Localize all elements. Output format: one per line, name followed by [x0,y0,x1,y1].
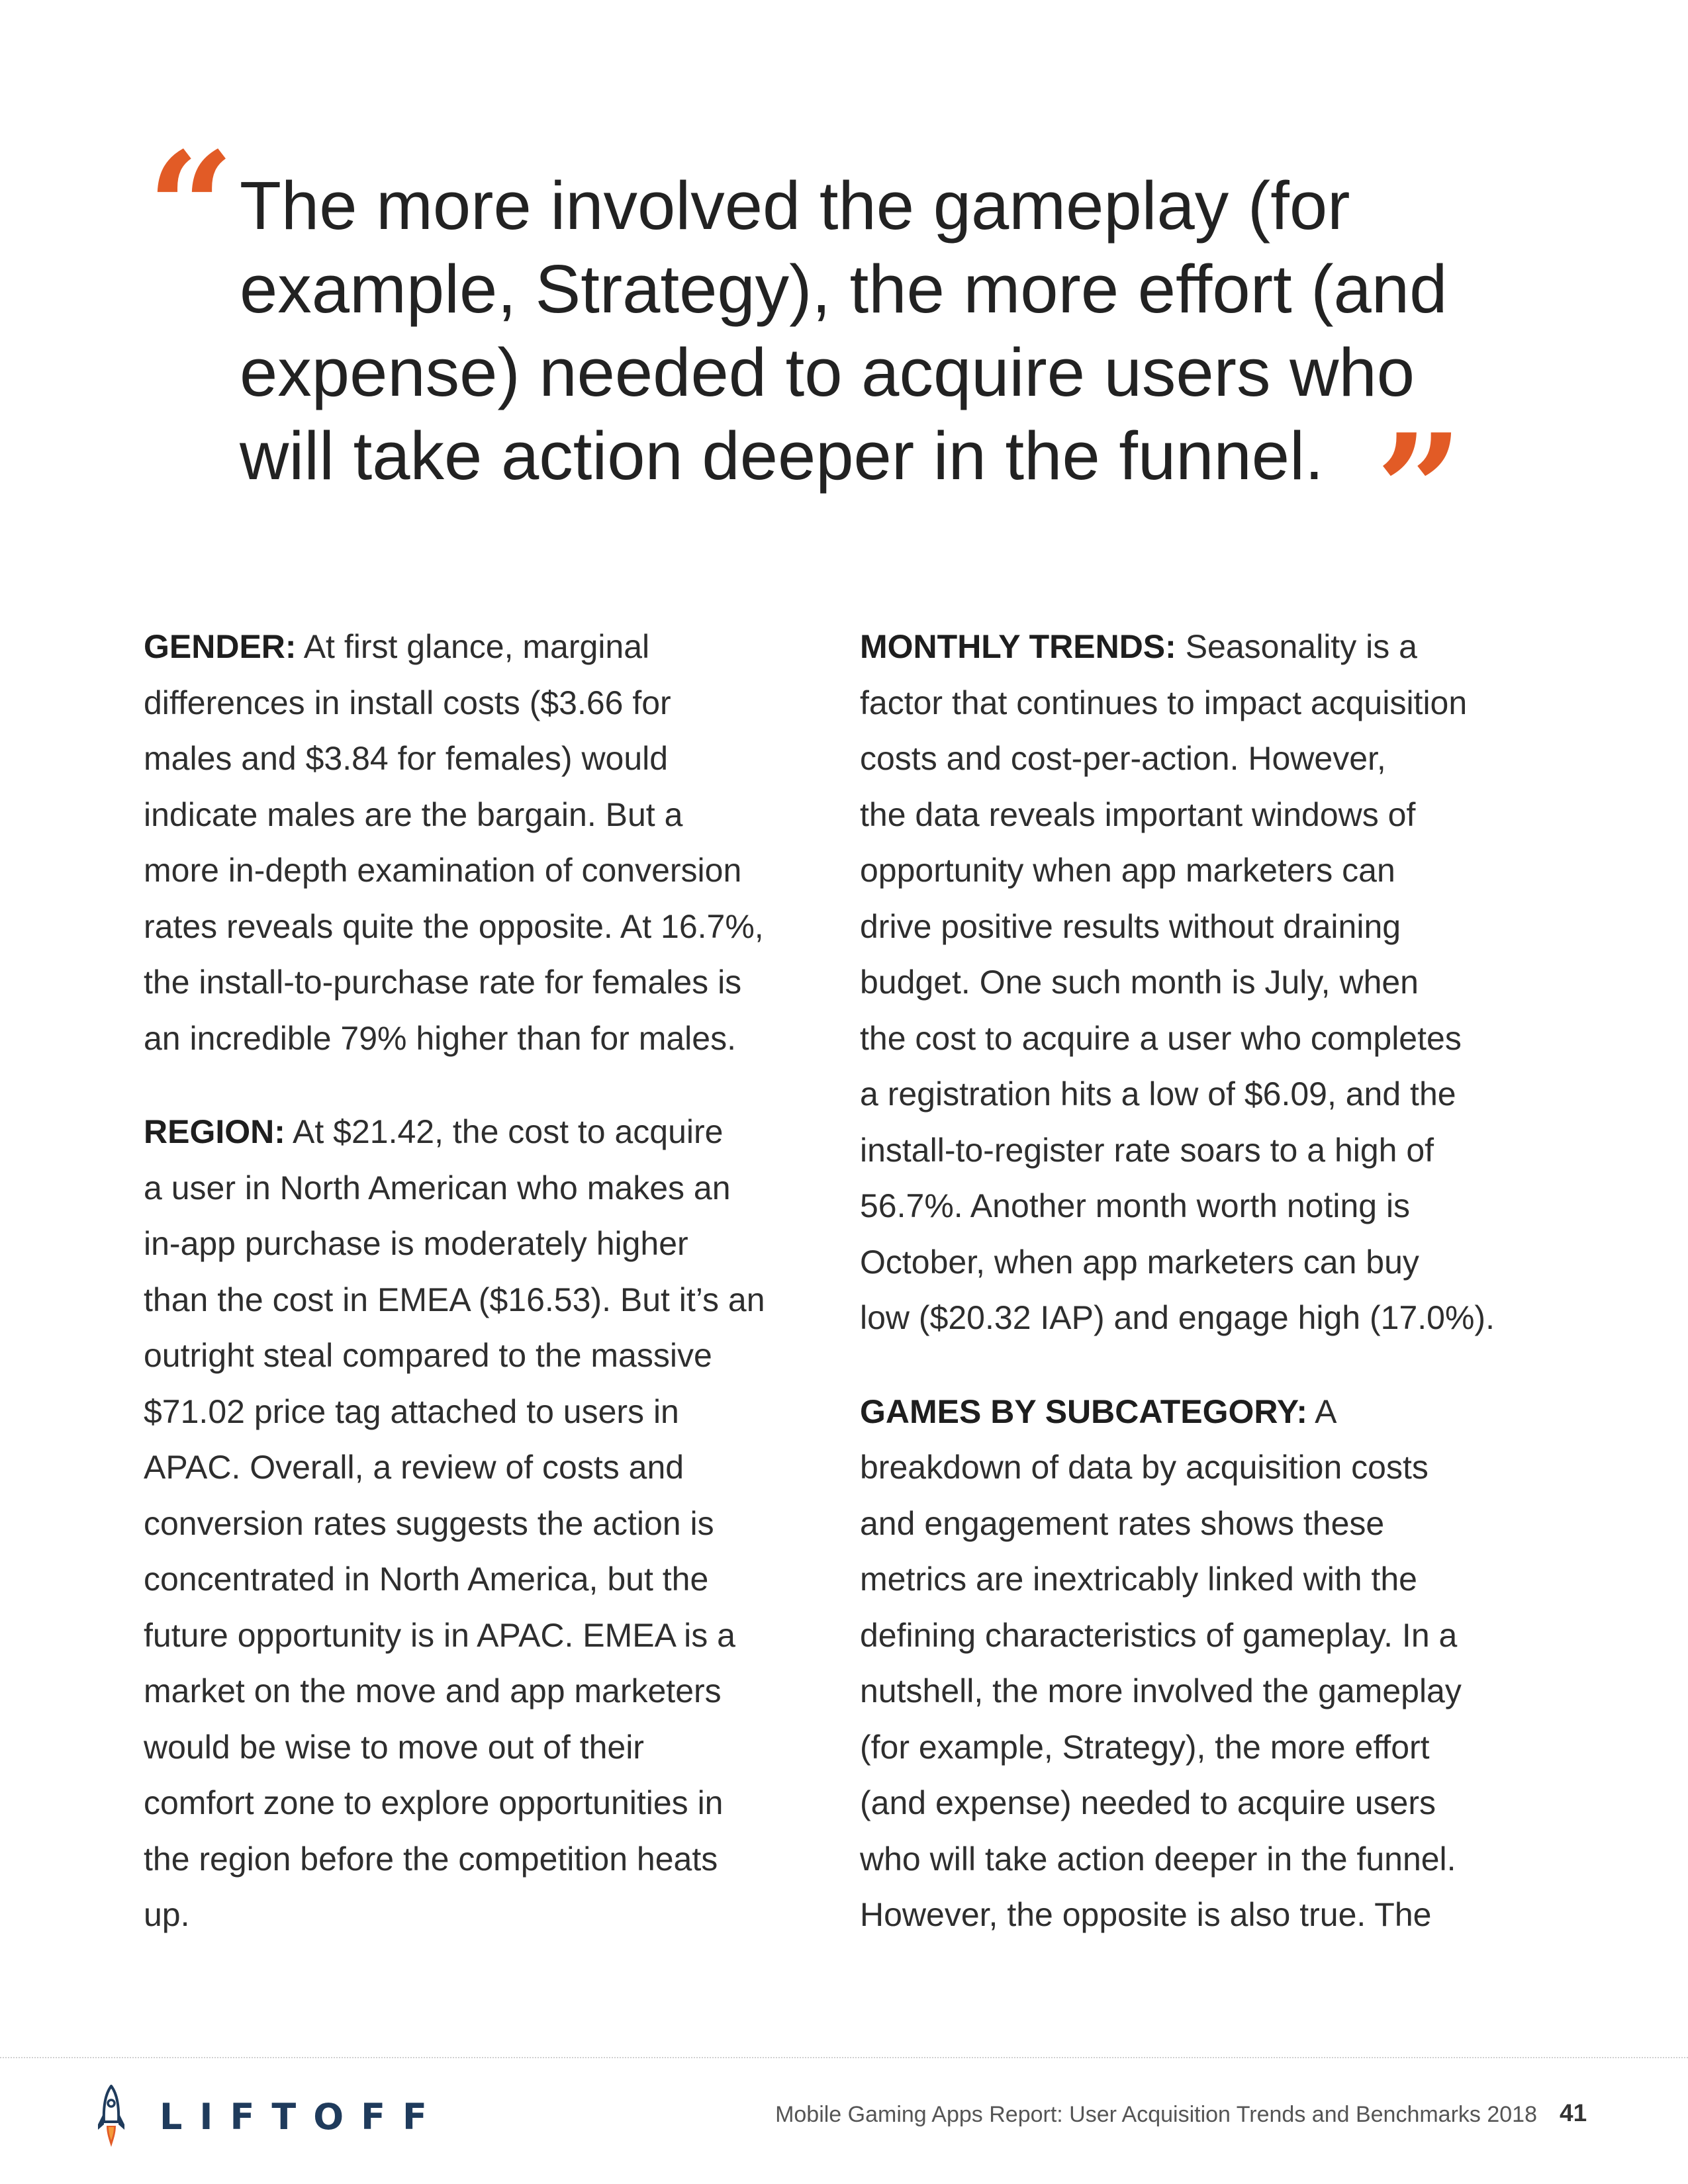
paragraph-line [144,619,825,675]
paragraph-line: concentrated in North America, but the [144,1561,709,1598]
monthly-trends-label: MONTHLY TRENDS: [860,628,1176,665]
paragraph-line: (for example, Strategy), the more effort [860,1728,1430,1766]
paragraph-line: breakdown of data by acquisition costs [860,1449,1429,1486]
paragraph-line: the cost to acquire a user who completes [860,1019,1462,1057]
paragraph-text: At first glance, marginal [296,628,650,665]
paragraph-line: budget. One such month is July, when [860,964,1419,1001]
monthly-trends-paragraph [860,619,1562,1346]
paragraph-line: market on the move and app marketers [144,1672,722,1709]
paragraph-line: the data reveals important windows of [860,796,1416,833]
paragraph-line: and engagement rates shows these [860,1504,1385,1542]
paragraph-line: October, when app marketers can buy [860,1243,1419,1281]
pull-quote-line: will take action deeper in the funnel. [240,418,1324,494]
paragraph-line: comfort zone to explore opportunities in [144,1784,724,1821]
paragraph-line: an incredible 79% higher than for males. [144,1019,736,1057]
paragraph-line: $71.02 price tag attached to users in [144,1392,679,1430]
games-by-subcategory-paragraph [860,1384,1562,1943]
region-label: REGION: [144,1113,285,1150]
paragraph-line: factor that continues to impact acquisition [860,684,1468,721]
pull-quote-line: The more involved the gameplay (for [240,167,1350,244]
footer-divider [0,2057,1688,2058]
paragraph-text: Seasonality is a [1176,628,1417,665]
paragraph-line: opportunity when app marketers can [860,852,1395,889]
paragraph-text: A [1307,1392,1337,1430]
paragraph-line [860,1384,1562,1440]
paragraph-line: nutshell, the more involved the gameplay [860,1672,1462,1709]
paragraph-line: the region before the competition heats [144,1840,718,1878]
paragraph-text: At $21.42, the cost to acquire [285,1113,724,1150]
paragraph-line: APAC. Overall, a review of costs and [144,1449,684,1486]
paragraph-line: However, the opposite is also true. The [860,1896,1432,1933]
pull-quote-line: expense) needed to acquire users who [240,334,1415,410]
paragraph-line: (and expense) needed to acquire users [860,1784,1436,1821]
paragraph-line: up. [144,1896,190,1933]
paragraph-line: a user in North American who makes an [144,1169,731,1206]
paragraph-line: drive positive results without draining [860,907,1401,945]
paragraph-line: rates reveals quite the opposite. At 16.7%, [144,907,764,945]
paragraph-line: 56.7%. Another month worth noting is [860,1187,1411,1224]
paragraph-line: metrics are inextricably linked with the [860,1561,1417,1598]
games-by-subcategory-label: GAMES BY SUBCATEGORY: [860,1392,1307,1430]
paragraph-line: males and $3.84 for females) would [144,740,669,777]
paragraph-line: conversion rates suggests the action is [144,1504,714,1542]
region-paragraph [144,1104,825,1943]
paragraph-line: than the cost in EMEA ($16.53). But it’s an [144,1281,765,1318]
paragraph-line: the install-to-purchase rate for females is [144,964,742,1001]
paragraph-line: indicate males are the bargain. But a [144,796,683,833]
paragraph-line: a registration hits a low of $6.09, and the [860,1075,1456,1113]
gender-paragraph [144,619,825,1066]
report-title: Mobile Gaming Apps Report: User Acquisition Trends and Benchmarks 2018 [775,2102,1537,2127]
paragraph-line: differences in install costs ($3.66 for [144,684,671,721]
left-column [144,619,825,1981]
paragraph-line: who will take action deeper in the funnel. [860,1840,1456,1878]
paragraph-line [144,1104,825,1160]
logo-wordmark: LIFTOFF [160,2095,444,2138]
pull-quote-line: example, Strategy), the more effort (and [240,251,1448,327]
paragraph-line [860,619,1562,675]
paragraph-line: more in-depth examination of conversion [144,852,742,889]
paragraph-line: in-app purchase is moderately higher [144,1225,688,1262]
paragraph-line: future opportunity is in APAC. EMEA is a [144,1616,735,1654]
gender-label: GENDER: [144,628,297,665]
page-number: 41 [1560,2099,1587,2126]
paragraph-line: low ($20.32 IAP) and engage high (17.0%). [860,1299,1495,1336]
paragraph-line: install-to-register rate soars to a high of [860,1131,1434,1169]
paragraph-line: defining characteristics of gameplay. In a [860,1616,1458,1654]
paragraph-line: would be wise to move out of their [144,1728,644,1766]
paragraph-line: outright steal compared to the massive [144,1337,712,1374]
paragraph-line: costs and cost-per-action. However, [860,740,1386,777]
pull-quote [240,164,1497,498]
liftoff-logo [95,2083,444,2150]
rocket-icon [95,2083,128,2150]
right-column [860,619,1562,1981]
close-quote-mark: ” [1376,401,1464,580]
open-quote-mark: “ [147,119,235,298]
